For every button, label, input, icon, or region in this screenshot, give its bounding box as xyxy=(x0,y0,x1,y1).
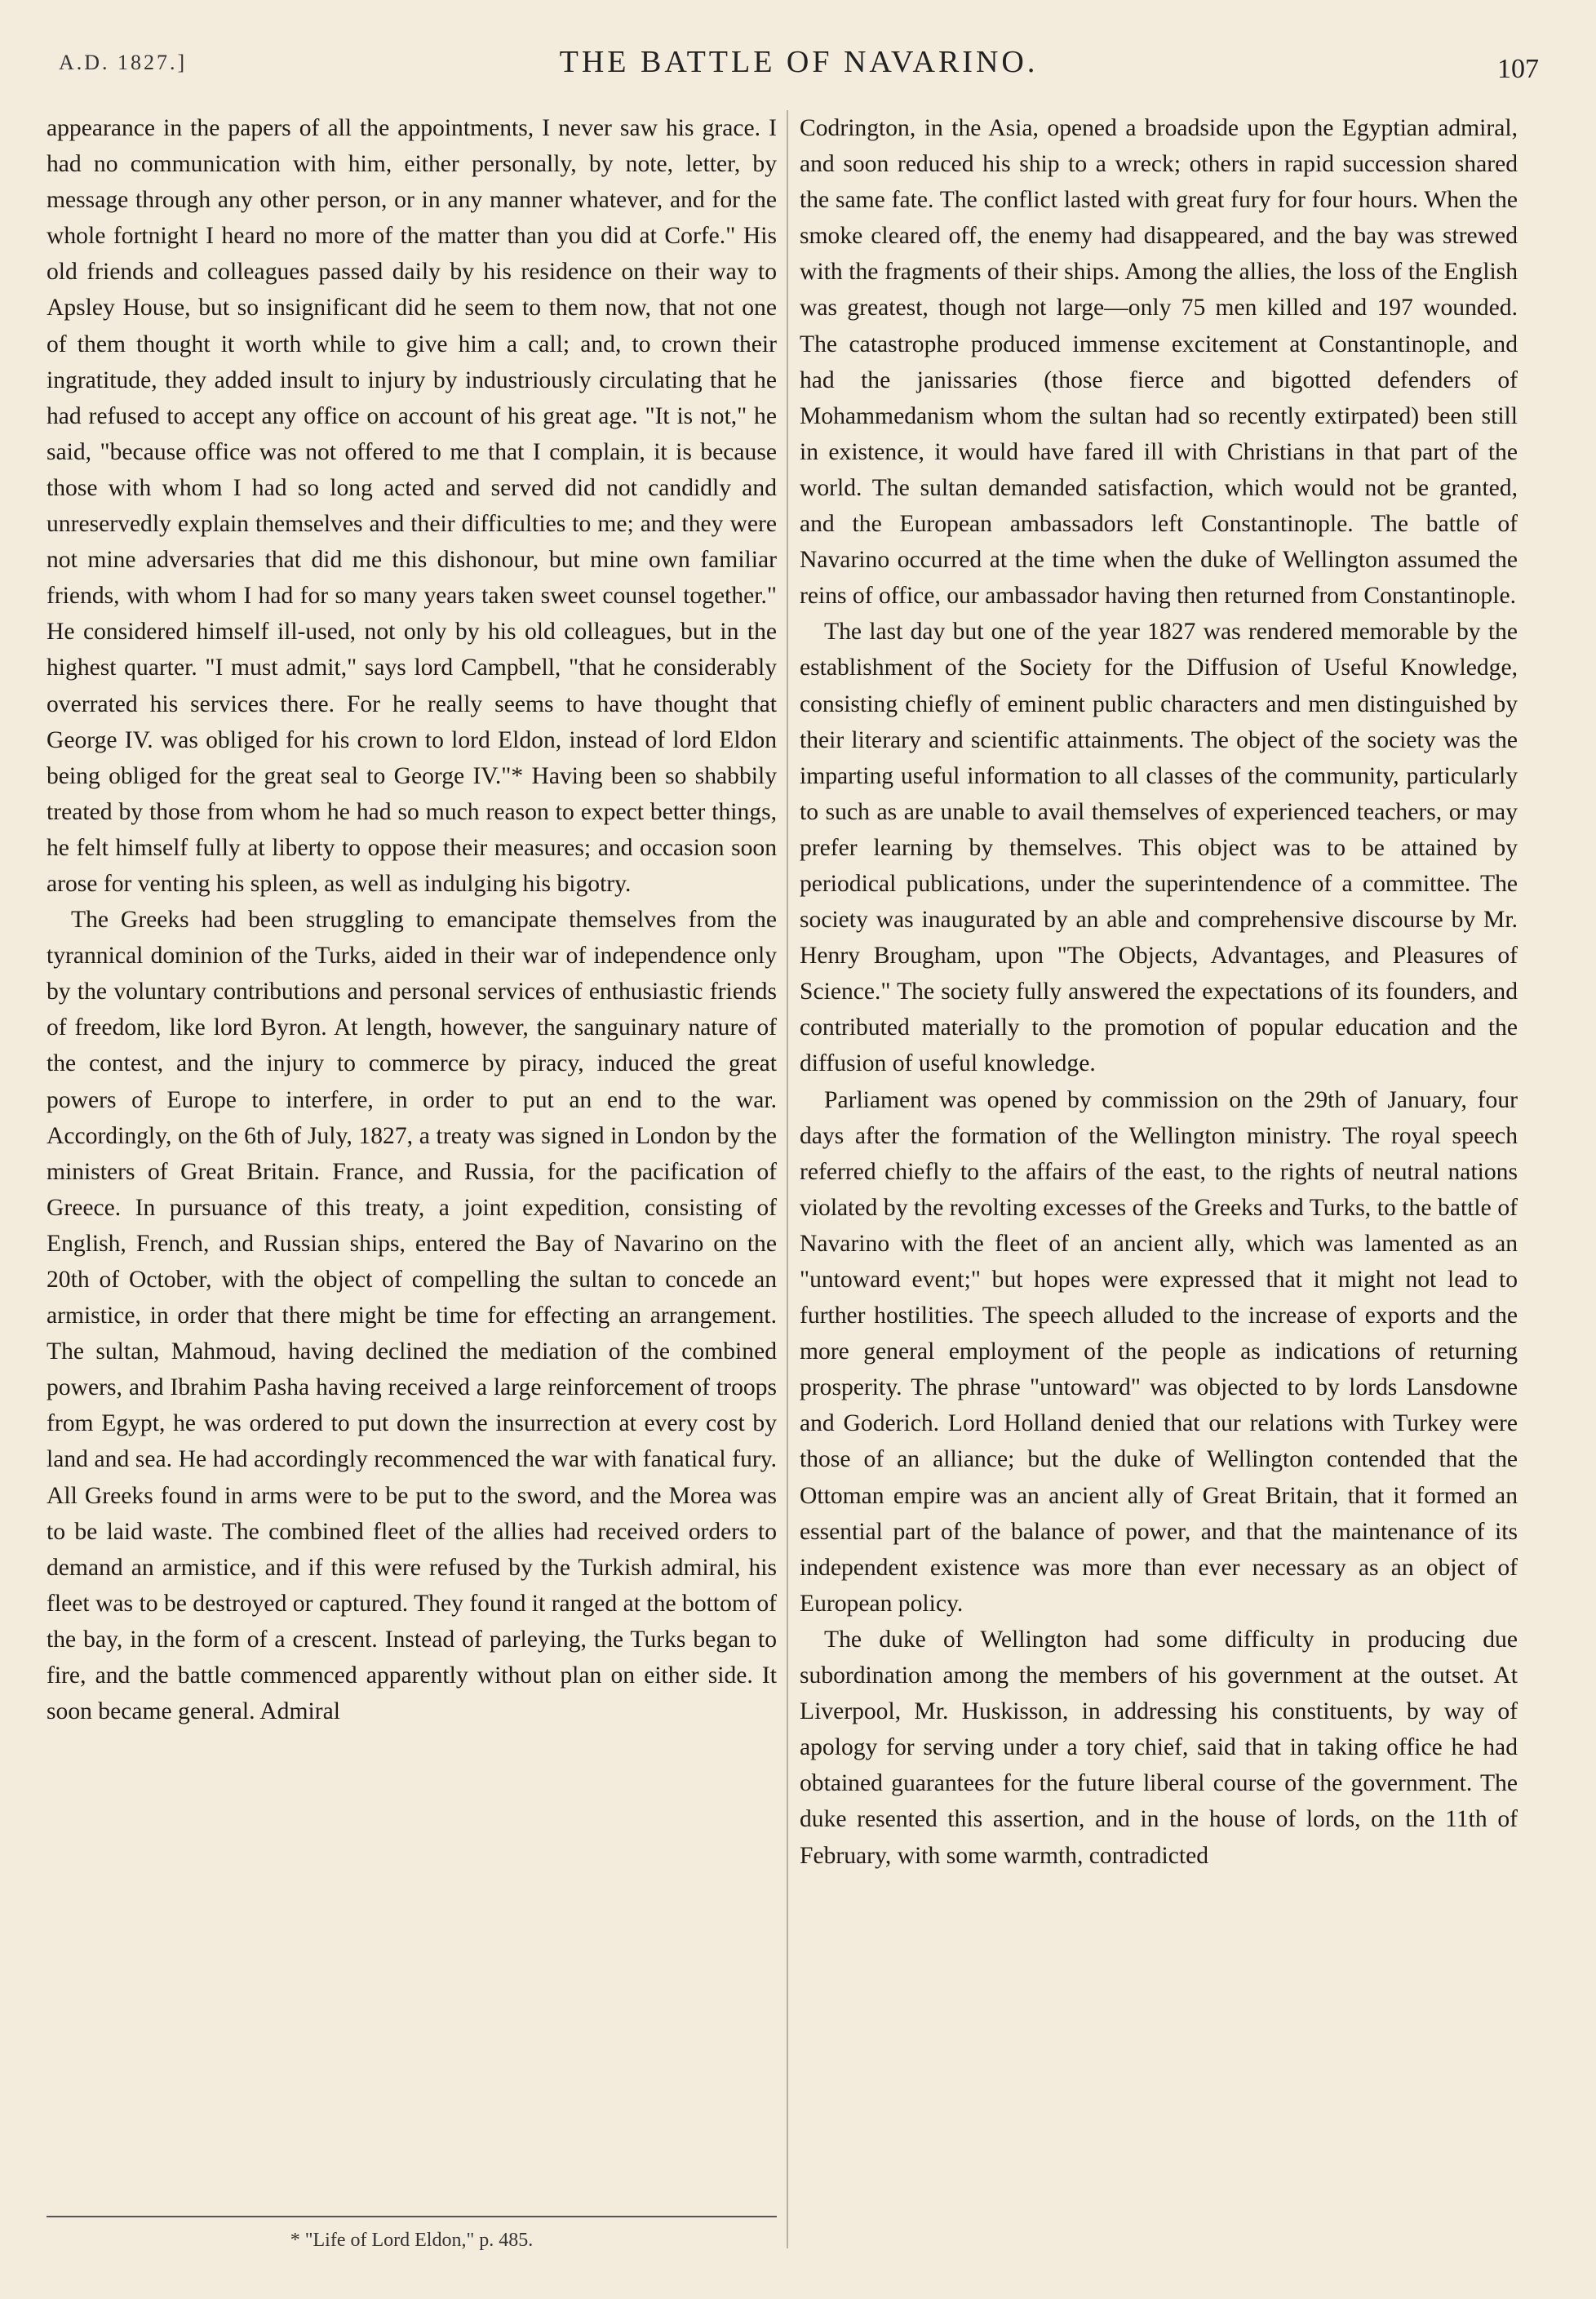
paragraph: appearance in the papers of all the appointments, I never saw his grace. I had no communication with him, either personally, by note, letter, by message through any other person, or in any manner whatever, and for the whole fortnight I heard no more of the matter than you did at Corfe." His old friends and colleagues passed daily by his residence on their way to Apsley House, but so insignificant did he seem to them now, that not one of them thought it worth while to give him a call; and, to crown their ingratitude, they added insult to injury by industriously circulating that he had refused to accept any office on account of his great age. "It is not," he said, "because office was not offered to me that I complain, it is because those with whom I had so long acted and served did not candidly and unreservedly explain themselves and their difficulties to me; and they were not mine adversaries that did me this dishonour, but mine own familiar friends, with whom I had for so many years taken sweet counsel together." He considered himself ill-used, not only by his old colleagues, but in the highest quarter. "I must admit," says lord Campbell, "that he considerably overrated his services there. For he really seems to have thought that George IV. was obliged for his crown to lord Eldon, instead of lord Eldon being obliged for the great seal to George IV."* Having been so shabbily treated by those from whom he had so much reason to expect better things, he felt himself fully at liberty to oppose their measures; and occasion soon arose for venting his spleen, as well as indulging his bigotry. xyxy=(47,115,777,897)
paragraph: The duke of Wellington had some difficulty in producing due subordination among the members of his government at the outset. At Liverpool, Mr. Huskisson, in addressing his constituents, by way of apology for serving under a tory chief, said that in taking office he had obtained guarantees for the future liberal course of the government. The duke resented this assertion, and in the house of lords, on the 11th of February, with some warmth, contradicted xyxy=(800,1626,1518,1869)
footnote: * "Life of Lord Eldon," p. 485. xyxy=(290,2230,534,2251)
footnote-rule xyxy=(47,2216,777,2217)
header-date: A.D. 1827.] xyxy=(59,51,188,74)
paragraph: The Greeks had been struggling to emancipate themselves from the tyrannical dominion of the Turks, aided in their war of independence only by the voluntary contributions and personal services of enthusiastic friends of freedom, like lord Byron. At length, however, the sanguinary nature of the contest, and the injury to commerce by piracy, induced the great powers of Europe to interfere, in order to put an end to the war. Accordingly, on the 6th of July, 1827, a treaty was signed in London by the ministers of Great Britain. France, and Russia, for the pacification of Greece. In pursuance of this treaty, a joint expedition, consisting of English, French, and Russian ships, entered the Bay of Navarino on the 20th of October, with the object of compelling the sultan to concede an armistice, in order that there might be time for effecting an arrangement. The sultan, Mahmoud, having declined the mediation of the combined powers, and Ibrahim Pasha having received a large reinforcement of troops from Egypt, he was ordered to put down the insurrection at every cost by land and sea. He had accordingly recommenced the war with fanatical fury. All Greeks found in arms were to be put to the sword, and the Morea was to be laid waste. The combined fleet of the allies had received orders to demand an armistice, and if this were refused by the Turkish admiral, his fleet was to be destroyed or captured. They found it ranged at the bottom of the bay, in the form of a crescent. Instead of parleying, the Turks began to fire, and the battle commenced apparently without plan on either side. It soon became general. Admiral xyxy=(47,907,777,1725)
paragraph: The last day but one of the year 1827 was rendered memorable by the establishment of the Society for the Diffusion of Useful Knowledge, consisting chiefly of eminent public characters and men distinguished by their literary and scientific attainments. The object of the society was the imparting useful information to all classes of the community, particularly to such as are unable to avail themselves of experienced teachers, or may prefer learning by themselves. This object was to be attained by periodical publications, under the superintendence of a committee. The society was inaugurated by an able and comprehensive discourse by Mr. Henry Brougham, upon "The Objects, Advantages, and Pleasures of Science." The society fully answered the expectations of its founders, and contributed materially to the promotion of popular education and the diffusion of useful knowledge. xyxy=(800,619,1518,1077)
paragraph: Parliament was opened by commission on the 29th of January, four days after the formation of the Wellington ministry. The royal speech referred chiefly to the affairs of the east, to the rights of neutral nations violated by the revolting excesses of the Greeks and Turks, to the battle of Navarino with the fleet of an ancient ally, which was lamented as an "untoward event;" but hopes were expressed that it might not lead to further hostilities. The speech alluded to the increase of exports and the more general employment of the people as indications of returning prosperity. The phrase "untoward" was objected to by lords Lansdowne and Goderich. Lord Holland denied that our relations with Turkey were those of an alliance; but the duke of Wellington contended that the Ottoman empire was an ancient ally of Great Britain, that it formed an essential part of the balance of power, and that the maintenance of its independent existence was more than ever necessary as an object of European policy. xyxy=(800,1086,1518,1617)
page-title: THE BATTLE OF NAVARINO. xyxy=(559,45,1039,79)
running-head xyxy=(59,39,1539,88)
paragraph: Codrington, in the Asia, opened a broadside upon the Egyptian admiral, and soon reduced his ship to a wreck; others in rapid succession shared the same fate. The conflict lasted with great fury for four hours. When the smoke cleared off, the enemy had disappeared, and the bay was strewed with the fragments of their ships. Among the allies, the loss of the English was greatest, though not large—only 75 men killed and 197 wounded. The catastrophe produced immense excitement at Constantinople, and had the janissaries (those fierce and bigotted defenders of Mohammedanism whom the sultan had so recently extirpated) been still in existence, it would have fared ill with Christians in that part of the world. The sultan demanded satisfaction, which would not be granted, and the European ambassadors left Constantinople. The battle of Navarino occurred at the time when the duke of Wellington assumed the reins of office, our ambassador having then returned from Constantinople. xyxy=(800,115,1518,610)
column-divider xyxy=(787,110,788,2248)
page-number: 107 xyxy=(1497,54,1539,84)
left-column xyxy=(47,110,777,2248)
right-column xyxy=(800,110,1518,2248)
